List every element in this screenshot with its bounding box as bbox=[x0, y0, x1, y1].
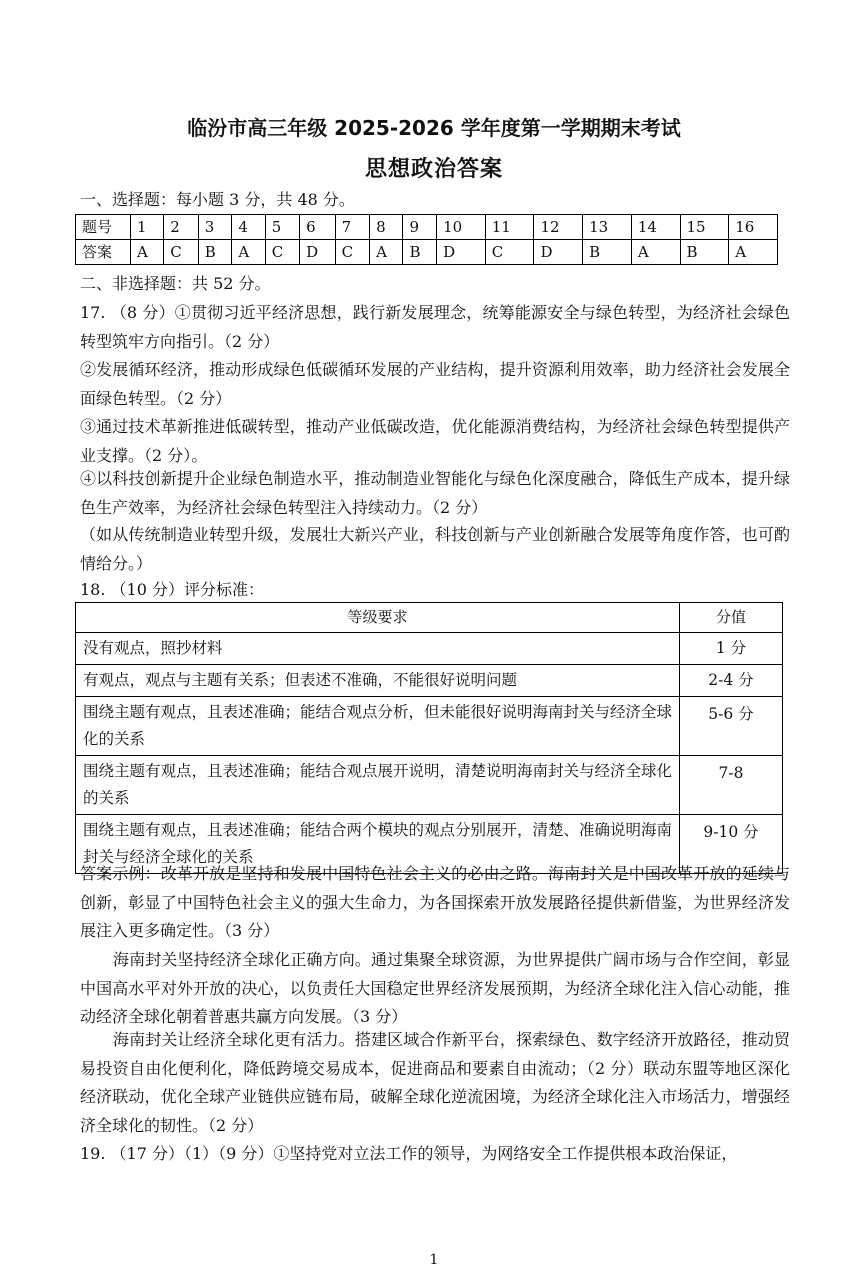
question-number: 16 bbox=[729, 215, 778, 240]
q17-point-1: 17. （8 分）①贯彻习近平经济思想，践行新发展理念，统筹能源安全与绿色转型，为经济社会绿色转型筑牢方向指引。（2 分） bbox=[80, 303, 790, 351]
exam-subtitle: 思想政治答案 bbox=[364, 157, 503, 182]
grading-criteria-table bbox=[75, 602, 783, 874]
page-number: 1 bbox=[429, 1252, 439, 1268]
row-label: 题号 bbox=[76, 215, 131, 240]
grading-row bbox=[76, 633, 783, 665]
question-number-row bbox=[76, 215, 778, 240]
q17-point-3: ③通过技术革新推进低碳转型，推动产业低碳改造，优化能源消费结构，为经济社会绿色转型提供产业支撑。（2 分）。 bbox=[80, 417, 790, 465]
section-heading-nonchoice: 二、非选择题：共 52 分。 bbox=[80, 274, 271, 293]
grading-header-row bbox=[76, 603, 783, 633]
exam-title: 临汾市高三年级 2025-2026 学年度第一学期期末考试 bbox=[187, 116, 681, 140]
multiple-choice-answer-table bbox=[75, 214, 778, 265]
q17-point-4: ④以科技创新提升企业绿色制造水平，推动制造业智能化与绿色化深度融合，降低生产成本，提升绿色生产效率，为经济社会绿色转型注入持续动力。（2 分） bbox=[80, 469, 790, 517]
answer-cell: C bbox=[335, 240, 369, 265]
grading-score: 2-4 分 bbox=[680, 665, 783, 697]
question-number: 9 bbox=[403, 215, 437, 240]
question-number: 2 bbox=[164, 215, 198, 240]
grading-score: 5-6 分 bbox=[680, 697, 783, 756]
answer-cell: D bbox=[534, 240, 583, 265]
question-number: 15 bbox=[680, 215, 729, 240]
question-number: 3 bbox=[198, 215, 232, 240]
question-number: 7 bbox=[335, 215, 369, 240]
grading-score: 9-10 分 bbox=[680, 815, 783, 874]
answer-cell: C bbox=[265, 240, 299, 265]
grading-requirement: 围绕主题有观点，且表述准确；能结合观点展开说明，清楚说明海南封关与经济全球化的关系 bbox=[76, 756, 680, 815]
answer-cell: D bbox=[437, 240, 486, 265]
answer-row bbox=[76, 240, 778, 265]
question-number: 1 bbox=[131, 215, 164, 240]
question-number: 11 bbox=[485, 215, 534, 240]
column-header-requirement: 等级要求 bbox=[76, 603, 680, 633]
q18-heading: 18. （10 分）评分标准： bbox=[80, 580, 264, 599]
question-number: 6 bbox=[300, 215, 336, 240]
grading-row bbox=[76, 756, 783, 815]
answer-cell: A bbox=[131, 240, 164, 265]
question-number: 8 bbox=[370, 215, 403, 240]
q18-sample-answer-1: 答案示例：改革开放是坚持和发展中国特色社会主义的必由之路。海南封关是中国改革开放的延续与创新，彰显了中国特色社会主义的强大生命力，为各国探索开放发展路径提供新借鉴，为世界经济发展注入更多确定性。（3 分） bbox=[80, 864, 790, 940]
q19-answer-start: 19. （17 分）（1）（9 分）①坚持党对立法工作的领导，为网络安全工作提供根本政治保证， bbox=[80, 1144, 738, 1163]
answer-cell: B bbox=[198, 240, 232, 265]
q18-sample-answer-3: 海南封关让经济全球化更有活力。搭建区域合作新平台，探索绿色、数字经济开放路径，推动贸易投资自由化便利化，降低跨境交易成本，促进商品和要素自由流动；（2 分）联动东盟等地区深化经济联动，优化全球产业链供应链布局，破解全球化逆流困境，为经济全球化注入市场活力，增强经济全球化的韧性。（2 分） bbox=[80, 1030, 790, 1135]
answer-cell: A bbox=[729, 240, 778, 265]
q17-point-2: ②发展循环经济，推动形成绿色低碳循环发展的产业结构，提升资源利用效率，助力经济社会发展全面绿色转型。（2 分） bbox=[80, 360, 790, 408]
grading-requirement: 有观点，观点与主题有关系；但表述不准确，不能很好说明问题 bbox=[76, 665, 680, 697]
grading-score: 1 分 bbox=[680, 633, 783, 665]
question-number: 12 bbox=[534, 215, 583, 240]
question-number: 13 bbox=[583, 215, 632, 240]
answer-cell: C bbox=[485, 240, 534, 265]
grading-row bbox=[76, 665, 783, 697]
answer-cell: A bbox=[232, 240, 265, 265]
grading-row bbox=[76, 697, 783, 756]
section-heading-choice: 一、选择题：每小题 3 分，共 48 分。 bbox=[80, 190, 355, 209]
answer-cell: C bbox=[164, 240, 198, 265]
answer-cell: B bbox=[403, 240, 437, 265]
column-header-score: 分值 bbox=[680, 603, 783, 633]
question-number: 4 bbox=[232, 215, 265, 240]
answer-cell: B bbox=[680, 240, 729, 265]
grading-requirement: 围绕主题有观点，且表述准确；能结合观点分析，但未能很好说明海南封关与经济全球化的关系 bbox=[76, 697, 680, 756]
grading-requirement: 围绕主题有观点，且表述准确；能结合两个模块的观点分别展开，清楚、准确说明海南封关与经济全球化的关系 bbox=[76, 815, 680, 874]
answer-cell: D bbox=[300, 240, 336, 265]
answer-cell: A bbox=[631, 240, 680, 265]
question-number: 10 bbox=[437, 215, 486, 240]
question-number: 5 bbox=[265, 215, 299, 240]
q17-note: （如从传统制造业转型升级，发展壮大新兴产业，科技创新与产业创新融合发展等角度作答，也可酌情给分。） bbox=[80, 525, 790, 573]
answer-cell: A bbox=[370, 240, 403, 265]
grading-requirement: 没有观点，照抄材料 bbox=[76, 633, 680, 665]
row-label: 答案 bbox=[76, 240, 131, 265]
grading-score: 7-8 bbox=[680, 756, 783, 815]
question-number: 14 bbox=[631, 215, 680, 240]
q18-sample-answer-2: 海南封关坚持经济全球化正确方向。通过集聚全球资源，为世界提供广阔市场与合作空间，彰显中国高水平对外开放的决心，以负责任大国稳定世界经济发展预期，为经济全球化注入信心动能，推动经济全球化朝着普惠共赢方向发展。（3 分） bbox=[80, 950, 790, 1026]
answer-cell: B bbox=[583, 240, 632, 265]
